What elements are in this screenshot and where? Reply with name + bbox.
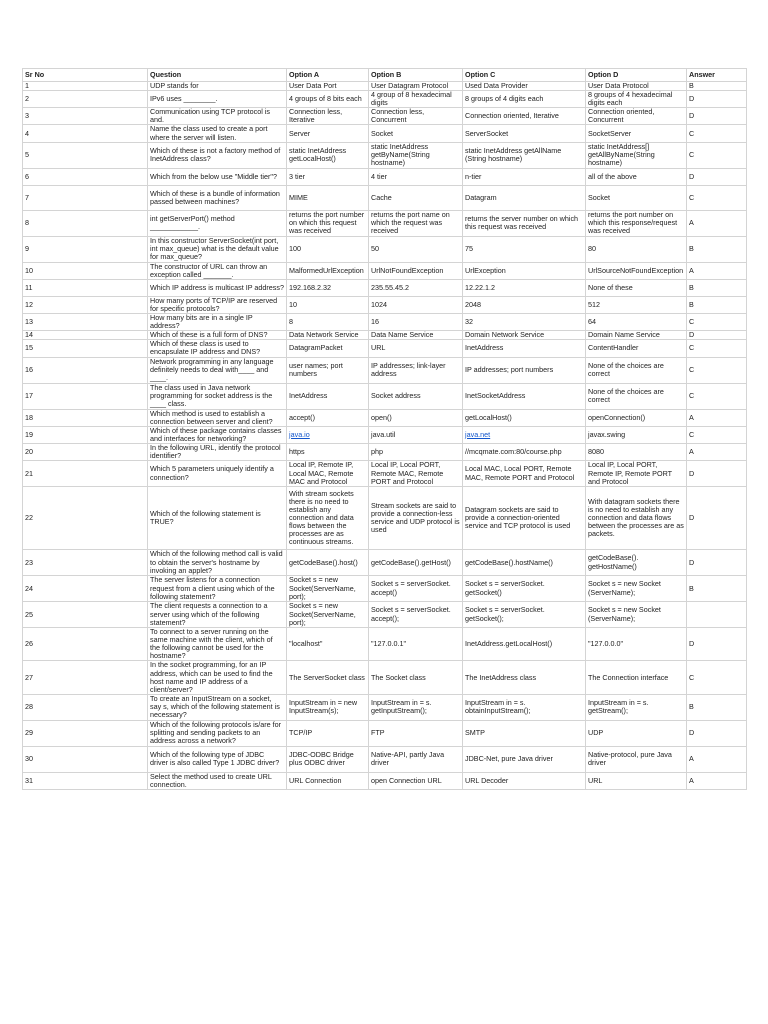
question-cell: The client requests a connection to a server using which of the following statement? bbox=[148, 602, 287, 628]
table-row bbox=[23, 262, 747, 279]
header-question: Question bbox=[148, 69, 287, 82]
option-a-cell: static InetAddress getLocalHost() bbox=[287, 142, 369, 168]
option-d-cell: Domain Name Service bbox=[586, 331, 687, 340]
option-d-cell: UrlSourceNotFoundException bbox=[586, 262, 687, 279]
option-d-cell: URL bbox=[586, 772, 687, 789]
question-cell: Which of the following method call is valid to obtain the server's hostname by invoking an applet? bbox=[148, 550, 287, 576]
table-row bbox=[23, 340, 747, 357]
table-row bbox=[23, 383, 747, 409]
question-cell: Which of these is not a factory method of InetAddress class? bbox=[148, 142, 287, 168]
question-cell: IPv6 uses ________. bbox=[148, 91, 287, 108]
table-row bbox=[23, 331, 747, 340]
table-row bbox=[23, 168, 747, 185]
table-row bbox=[23, 82, 747, 91]
question-cell: Which of the following protocols is/are for splitting and sending packets to an address across a network? bbox=[148, 720, 287, 746]
option-d-cell: None of the choices are correct bbox=[586, 357, 687, 383]
option-a-cell: accept() bbox=[287, 409, 369, 426]
sr-no-cell: 22 bbox=[23, 487, 148, 550]
table-row bbox=[23, 409, 747, 426]
sr-no-cell: 3 bbox=[23, 108, 148, 125]
option-a-cell: URL Connection bbox=[287, 772, 369, 789]
sr-no-cell: 8 bbox=[23, 210, 148, 236]
option-d-cell: static InetAddress[] getAllByName(String hostname) bbox=[586, 142, 687, 168]
option-d-cell: User Data Protocol bbox=[586, 82, 687, 91]
question-cell: Select the method used to create URL connection. bbox=[148, 772, 287, 789]
header-row bbox=[23, 69, 747, 82]
option-a-cell: MIME bbox=[287, 185, 369, 210]
question-cell: int getServerPort() method ____________. bbox=[148, 210, 287, 236]
answer-cell: D bbox=[687, 461, 747, 487]
table-row bbox=[23, 661, 747, 694]
question-cell: Which IP address is multicast IP address? bbox=[148, 279, 287, 296]
table-row bbox=[23, 772, 747, 789]
answer-cell: D bbox=[687, 487, 747, 550]
answer-cell: A bbox=[687, 409, 747, 426]
option-c-cell: static InetAddress getAllName (String hostname) bbox=[463, 142, 586, 168]
option-a-cell: Local IP, Remote IP, Local MAC, Remote MAC and Protocol bbox=[287, 461, 369, 487]
sr-no-cell: 18 bbox=[23, 409, 148, 426]
question-cell: The constructor of URL can throw an exception called _______. bbox=[148, 262, 287, 279]
sr-no-cell: 13 bbox=[23, 314, 148, 331]
option-a-cell: JDBC-ODBC Bridge plus ODBC driver bbox=[287, 746, 369, 772]
answer-cell: C bbox=[687, 314, 747, 331]
sr-no-cell: 14 bbox=[23, 331, 148, 340]
option-d-cell: Local IP, Local PORT, Remote IP, Remote PORT and Protocol bbox=[586, 461, 687, 487]
option-a-cell: user names; port numbers bbox=[287, 357, 369, 383]
question-cell: The server listens for a connection request from a client using which of the following statement? bbox=[148, 576, 287, 602]
sr-no-cell: 16 bbox=[23, 357, 148, 383]
header-sr-no: Sr No bbox=[23, 69, 148, 82]
question-cell: Communication using TCP protocol is and. bbox=[148, 108, 287, 125]
option-b-cell: User Datagram Protocol bbox=[369, 82, 463, 91]
option-d-cell: Socket s = new Socket (ServerName); bbox=[586, 576, 687, 602]
option-d-cell: SocketServer bbox=[586, 125, 687, 142]
option-c-cell: getCodeBase().hostName() bbox=[463, 550, 586, 576]
answer-cell: D bbox=[687, 108, 747, 125]
option-c-cell: UrlException bbox=[463, 262, 586, 279]
option-c-cell: InetAddress.getLocalHost() bbox=[463, 628, 586, 661]
answer-cell: D bbox=[687, 720, 747, 746]
option-d-cell: UDP bbox=[586, 720, 687, 746]
sr-no-cell: 15 bbox=[23, 340, 148, 357]
option-a-cell: getCodeBase().host() bbox=[287, 550, 369, 576]
question-cell: Network programming in any language definitely needs to deal with____ and ____. bbox=[148, 357, 287, 383]
sr-no-cell: 12 bbox=[23, 296, 148, 313]
answer-cell: B bbox=[687, 279, 747, 296]
table-row bbox=[23, 426, 747, 443]
option-b-cell: Stream sockets are said to provide a connection-less service and UDP protocol is used bbox=[369, 487, 463, 550]
option-a-cell: 100 bbox=[287, 236, 369, 262]
question-cell: Which of the following statement is TRUE? bbox=[148, 487, 287, 550]
table-row bbox=[23, 602, 747, 628]
option-b-cell: open() bbox=[369, 409, 463, 426]
option-b-cell: "127.0.0.1" bbox=[369, 628, 463, 661]
table-row bbox=[23, 314, 747, 331]
option-c-cell: 2048 bbox=[463, 296, 586, 313]
question-cell: Which 5 parameters uniquely identify a connection? bbox=[148, 461, 287, 487]
table-row bbox=[23, 694, 747, 720]
option-d-cell: 64 bbox=[586, 314, 687, 331]
question-cell: The class used in Java network programming for socket address is the ____ class. bbox=[148, 383, 287, 409]
sr-no-cell: 5 bbox=[23, 142, 148, 168]
table-row bbox=[23, 91, 747, 108]
answer-cell: B bbox=[687, 236, 747, 262]
option-b-cell: The Socket class bbox=[369, 661, 463, 694]
sr-no-cell: 28 bbox=[23, 694, 148, 720]
option-d-cell: The Connection interface bbox=[586, 661, 687, 694]
header-option-b: Option B bbox=[369, 69, 463, 82]
option-b-cell: Data Name Service bbox=[369, 331, 463, 340]
header-option-a: Option A bbox=[287, 69, 369, 82]
table-row bbox=[23, 461, 747, 487]
option-d-cell: None of these bbox=[586, 279, 687, 296]
answer-cell: D bbox=[687, 91, 747, 108]
option-c-cell: InetSocketAddress bbox=[463, 383, 586, 409]
option-a-cell: DatagramPacket bbox=[287, 340, 369, 357]
option-c-cell: InputStream in = s. obtainInputStream(); bbox=[463, 694, 586, 720]
option-b-cell: Socket address bbox=[369, 383, 463, 409]
option-d-cell: getCodeBase(). getHostName() bbox=[586, 550, 687, 576]
option-a-cell: Connection less, Iterative bbox=[287, 108, 369, 125]
option-c-cell: InetAddress bbox=[463, 340, 586, 357]
table-row bbox=[23, 576, 747, 602]
table-row bbox=[23, 210, 747, 236]
option-c-cell: IP addresses; port numbers bbox=[463, 357, 586, 383]
answer-cell: A bbox=[687, 746, 747, 772]
option-c-cell: n-tier bbox=[463, 168, 586, 185]
option-d-cell: None of the choices are correct bbox=[586, 383, 687, 409]
option-b-cell: getCodeBase().getHost() bbox=[369, 550, 463, 576]
question-cell: UDP stands for bbox=[148, 82, 287, 91]
option-c-cell: //mcqmate.com:80/course.php bbox=[463, 443, 586, 460]
option-c-cell: JDBC-Net, pure Java driver bbox=[463, 746, 586, 772]
option-c-cell: SMTP bbox=[463, 720, 586, 746]
question-cell: How many ports of TCP/IP are reserved for specific protocols? bbox=[148, 296, 287, 313]
sr-no-cell: 30 bbox=[23, 746, 148, 772]
sr-no-cell: 25 bbox=[23, 602, 148, 628]
option-d-cell: javax.swing bbox=[586, 426, 687, 443]
header-option-d: Option D bbox=[586, 69, 687, 82]
option-b-cell: UrlNotFoundException bbox=[369, 262, 463, 279]
option-a-cell: 8 bbox=[287, 314, 369, 331]
sr-no-cell: 2 bbox=[23, 91, 148, 108]
option-b-cell: 1024 bbox=[369, 296, 463, 313]
table-row bbox=[23, 746, 747, 772]
table-row bbox=[23, 296, 747, 313]
option-a-cell: Server bbox=[287, 125, 369, 142]
option-b-cell: returns the port name on which the request was received bbox=[369, 210, 463, 236]
table-row bbox=[23, 108, 747, 125]
sr-no-cell: 19 bbox=[23, 426, 148, 443]
answer-cell: B bbox=[687, 694, 747, 720]
option-d-cell: 8 groups of 4 hexadecimal digits each bbox=[586, 91, 687, 108]
option-a-cell: MalformedUrlException bbox=[287, 262, 369, 279]
answer-cell: C bbox=[687, 142, 747, 168]
table-row bbox=[23, 628, 747, 661]
option-d-cell: Socket s = new Socket (ServerName); bbox=[586, 602, 687, 628]
answer-cell: C bbox=[687, 426, 747, 443]
option-b-cell: 4 group of 8 hexadecimal digits bbox=[369, 91, 463, 108]
question-cell: How many bits are in a single IP address? bbox=[148, 314, 287, 331]
option-a-cell: User Data Port bbox=[287, 82, 369, 91]
option-b-cell: 235.55.45.2 bbox=[369, 279, 463, 296]
option-c-cell: 75 bbox=[463, 236, 586, 262]
option-c-cell bbox=[463, 426, 586, 443]
option-b-cell: php bbox=[369, 443, 463, 460]
option-b-cell: Socket s = serverSocket. accept(); bbox=[369, 602, 463, 628]
option-d-cell: returns the port number on which this response/request was received bbox=[586, 210, 687, 236]
header-answer: Answer bbox=[687, 69, 747, 82]
option-a-cell: 4 groups of 8 bits each bbox=[287, 91, 369, 108]
table-row bbox=[23, 236, 747, 262]
option-a-cell: 3 tier bbox=[287, 168, 369, 185]
option-a-cell: InputStream in = new InputStream(s); bbox=[287, 694, 369, 720]
sr-no-cell: 11 bbox=[23, 279, 148, 296]
option-b-cell: Connection less, Concurrent bbox=[369, 108, 463, 125]
sr-no-cell: 23 bbox=[23, 550, 148, 576]
option-a-cell: "localhost" bbox=[287, 628, 369, 661]
sr-no-cell: 27 bbox=[23, 661, 148, 694]
table-row bbox=[23, 550, 747, 576]
answer-cell: C bbox=[687, 125, 747, 142]
option-a-cell: returns the port number on which this request was received bbox=[287, 210, 369, 236]
option-c-cell: Local MAC, Local PORT, Remote MAC, Remote PORT and Protocol bbox=[463, 461, 586, 487]
question-cell: Which method is used to establish a connection between server and client? bbox=[148, 409, 287, 426]
question-cell: In the following URL, identify the protocol identifier? bbox=[148, 443, 287, 460]
sr-no-cell: 9 bbox=[23, 236, 148, 262]
question-cell: In this constructor ServerSocket(int port, int max_queue) what is the default value for max_queue? bbox=[148, 236, 287, 262]
sr-no-cell: 4 bbox=[23, 125, 148, 142]
answer-cell: D bbox=[687, 168, 747, 185]
option-c-cell: Socket s = serverSocket. getSocket(); bbox=[463, 602, 586, 628]
option-a-cell: Data Network Service bbox=[287, 331, 369, 340]
answer-cell: C bbox=[687, 357, 747, 383]
answer-cell: A bbox=[687, 210, 747, 236]
option-a-cell bbox=[287, 426, 369, 443]
table-row bbox=[23, 720, 747, 746]
table-row bbox=[23, 142, 747, 168]
answer-cell bbox=[687, 602, 747, 628]
table-row bbox=[23, 125, 747, 142]
answer-cell: D bbox=[687, 628, 747, 661]
answer-cell: A bbox=[687, 772, 747, 789]
answer-cell: B bbox=[687, 576, 747, 602]
option-b-cell: Socket s = serverSocket. accept() bbox=[369, 576, 463, 602]
question-cell: Which of these is a bundle of information passed between machines? bbox=[148, 185, 287, 210]
table-row bbox=[23, 185, 747, 210]
question-cell: Which from the below use "Middle tier"? bbox=[148, 168, 287, 185]
option-d-cell: 512 bbox=[586, 296, 687, 313]
option-c-cell: ServerSocket bbox=[463, 125, 586, 142]
option-c-cell: Datagram bbox=[463, 185, 586, 210]
option-b-cell: Local IP, Local PORT, Remote MAC, Remote PORT and Protocol bbox=[369, 461, 463, 487]
question-cell: Name the class used to create a port where the server will listen. bbox=[148, 125, 287, 142]
answer-cell: C bbox=[687, 383, 747, 409]
option-b-cell: Native-API, partly Java driver bbox=[369, 746, 463, 772]
sr-no-cell: 17 bbox=[23, 383, 148, 409]
sr-no-cell: 10 bbox=[23, 262, 148, 279]
sr-no-cell: 21 bbox=[23, 461, 148, 487]
answer-cell: D bbox=[687, 550, 747, 576]
option-c-cell: Used Data Provider bbox=[463, 82, 586, 91]
option-b-cell: 4 tier bbox=[369, 168, 463, 185]
option-d-cell: Connection oriented, Concurrent bbox=[586, 108, 687, 125]
option-d-cell: 8080 bbox=[586, 443, 687, 460]
option-c-cell: 8 groups of 4 digits each bbox=[463, 91, 586, 108]
option-d-cell: InputStream in = s. getStream(); bbox=[586, 694, 687, 720]
option-d-cell: "127.0.0.0" bbox=[586, 628, 687, 661]
mcq-table bbox=[22, 68, 747, 790]
answer-cell: D bbox=[687, 331, 747, 340]
question-cell: To create an InputStream on a socket, say s, which of the following statement is necessary? bbox=[148, 694, 287, 720]
sr-no-cell: 1 bbox=[23, 82, 148, 91]
option-b-cell: URL bbox=[369, 340, 463, 357]
option-d-cell: ContentHandler bbox=[586, 340, 687, 357]
option-c-cell: The InetAddress class bbox=[463, 661, 586, 694]
option-a-cell: Socket s = new Socket(ServerName, port); bbox=[287, 602, 369, 628]
option-d-cell: With datagram sockets there is no need to establish any connection and data flows between the processes are as packets. bbox=[586, 487, 687, 550]
option-c-cell: returns the server number on which this request was received bbox=[463, 210, 586, 236]
option-b-cell: static InetAddress getByName(String hostname) bbox=[369, 142, 463, 168]
option-d-cell: Socket bbox=[586, 185, 687, 210]
package-link[interactable]: java.net bbox=[465, 429, 491, 439]
option-a-cell: TCP/IP bbox=[287, 720, 369, 746]
table-row bbox=[23, 443, 747, 460]
option-b-cell: 16 bbox=[369, 314, 463, 331]
package-link[interactable]: java.io bbox=[289, 429, 310, 439]
sr-no-cell: 7 bbox=[23, 185, 148, 210]
question-cell: Which of these package contains classes and interfaces for networking? bbox=[148, 426, 287, 443]
option-d-cell: openConnection() bbox=[586, 409, 687, 426]
option-c-cell: 32 bbox=[463, 314, 586, 331]
table-row bbox=[23, 487, 747, 550]
option-c-cell: Domain Network Service bbox=[463, 331, 586, 340]
option-a-cell: 10 bbox=[287, 296, 369, 313]
answer-cell: B bbox=[687, 296, 747, 313]
sr-no-cell: 31 bbox=[23, 772, 148, 789]
option-c-cell: 12.22.1.2 bbox=[463, 279, 586, 296]
option-c-cell: Socket s = serverSocket. getSocket() bbox=[463, 576, 586, 602]
option-b-cell: Socket bbox=[369, 125, 463, 142]
option-b-cell: 50 bbox=[369, 236, 463, 262]
option-c-cell: URL Decoder bbox=[463, 772, 586, 789]
option-a-cell: With stream sockets there is no need to establish any connection and data flows between the processes are as continuous streams. bbox=[287, 487, 369, 550]
header-option-c: Option C bbox=[463, 69, 586, 82]
option-a-cell: https bbox=[287, 443, 369, 460]
answer-cell: C bbox=[687, 185, 747, 210]
option-b-cell: java.util bbox=[369, 426, 463, 443]
option-a-cell: InetAddress bbox=[287, 383, 369, 409]
sr-no-cell: 29 bbox=[23, 720, 148, 746]
answer-cell: C bbox=[687, 661, 747, 694]
question-cell: Which of these is a full form of DNS? bbox=[148, 331, 287, 340]
option-d-cell: Native-protocol, pure Java driver bbox=[586, 746, 687, 772]
option-b-cell: IP addresses; link-layer address bbox=[369, 357, 463, 383]
answer-cell: A bbox=[687, 443, 747, 460]
option-b-cell: Cache bbox=[369, 185, 463, 210]
option-b-cell: InputStream in = s. getInputStream(); bbox=[369, 694, 463, 720]
sr-no-cell: 6 bbox=[23, 168, 148, 185]
option-a-cell: Socket s = new Socket(ServerName, port); bbox=[287, 576, 369, 602]
table-row bbox=[23, 357, 747, 383]
option-b-cell: open Connection URL bbox=[369, 772, 463, 789]
question-cell: Which of these class is used to encapsulate IP address and DNS? bbox=[148, 340, 287, 357]
option-d-cell: all of the above bbox=[586, 168, 687, 185]
sr-no-cell: 20 bbox=[23, 443, 148, 460]
question-cell: In the socket programming, for an IP address, which can be used to find the host name and IP address of a client/server? bbox=[148, 661, 287, 694]
answer-cell: A bbox=[687, 262, 747, 279]
answer-cell: B bbox=[687, 82, 747, 91]
option-c-cell: Connection oriented, Iterative bbox=[463, 108, 586, 125]
option-c-cell: getLocalHost() bbox=[463, 409, 586, 426]
mcq-spreadsheet bbox=[22, 68, 746, 790]
option-a-cell: The ServerSocket class bbox=[287, 661, 369, 694]
option-c-cell: Datagram sockets are said to provide a connection-oriented service and TCP protocol is used bbox=[463, 487, 586, 550]
option-a-cell: 192.168.2.32 bbox=[287, 279, 369, 296]
question-cell: Which of the following type of JDBC driver is also called Type 1 JDBC driver? bbox=[148, 746, 287, 772]
sr-no-cell: 26 bbox=[23, 628, 148, 661]
question-cell: To connect to a server running on the same machine with the client, which of the following cannot be used for the hostname? bbox=[148, 628, 287, 661]
option-d-cell: 80 bbox=[586, 236, 687, 262]
table-row bbox=[23, 279, 747, 296]
answer-cell: C bbox=[687, 340, 747, 357]
option-b-cell: FTP bbox=[369, 720, 463, 746]
sr-no-cell: 24 bbox=[23, 576, 148, 602]
